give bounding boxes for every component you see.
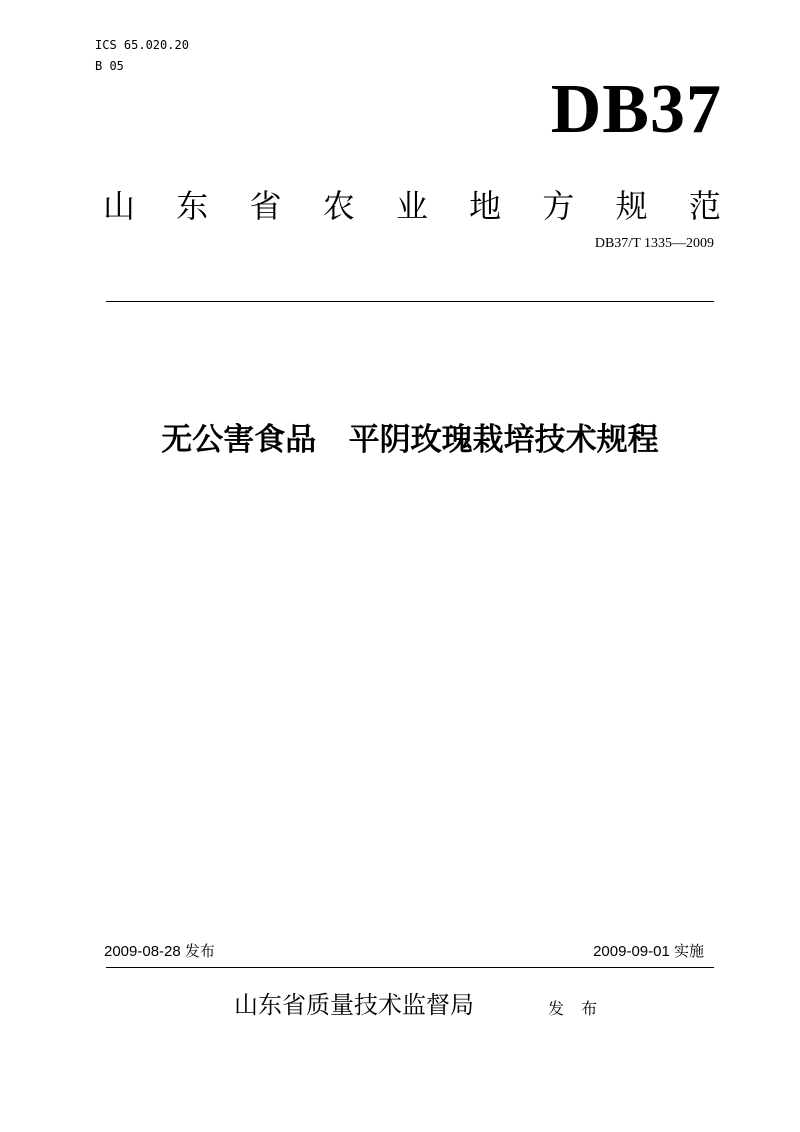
standard-type-char: 东 <box>176 187 209 225</box>
ccs-code: B 05 <box>95 59 124 73</box>
release-date: 2009-08-28 发布 <box>104 943 215 960</box>
publisher-name: 山东省质量技术监督局 <box>234 991 474 1019</box>
standard-type-char: 方 <box>542 187 575 225</box>
standard-mark: DB37 <box>550 71 722 148</box>
standard-type-char: 农 <box>322 187 355 225</box>
standard-type-char: 业 <box>395 187 428 225</box>
implementation-date: 2009-09-01 实施 <box>593 943 704 960</box>
ics-code: ICS 65.020.20 <box>95 38 189 52</box>
bottom-divider <box>106 967 714 968</box>
standard-type-heading <box>103 186 721 226</box>
top-divider <box>106 301 714 302</box>
standard-type-char: 省 <box>249 187 282 225</box>
standard-type-char: 山 <box>103 187 136 225</box>
publish-label: 发 布 <box>548 999 604 1018</box>
document-title: 无公害食品 平阴玫瑰栽培技术规程 <box>161 422 659 458</box>
standard-type-char: 规 <box>615 187 648 225</box>
standard-type-char: 地 <box>469 187 502 225</box>
standard-type-char: 范 <box>688 187 721 225</box>
standard-number: DB37/T 1335—2009 <box>594 236 714 251</box>
